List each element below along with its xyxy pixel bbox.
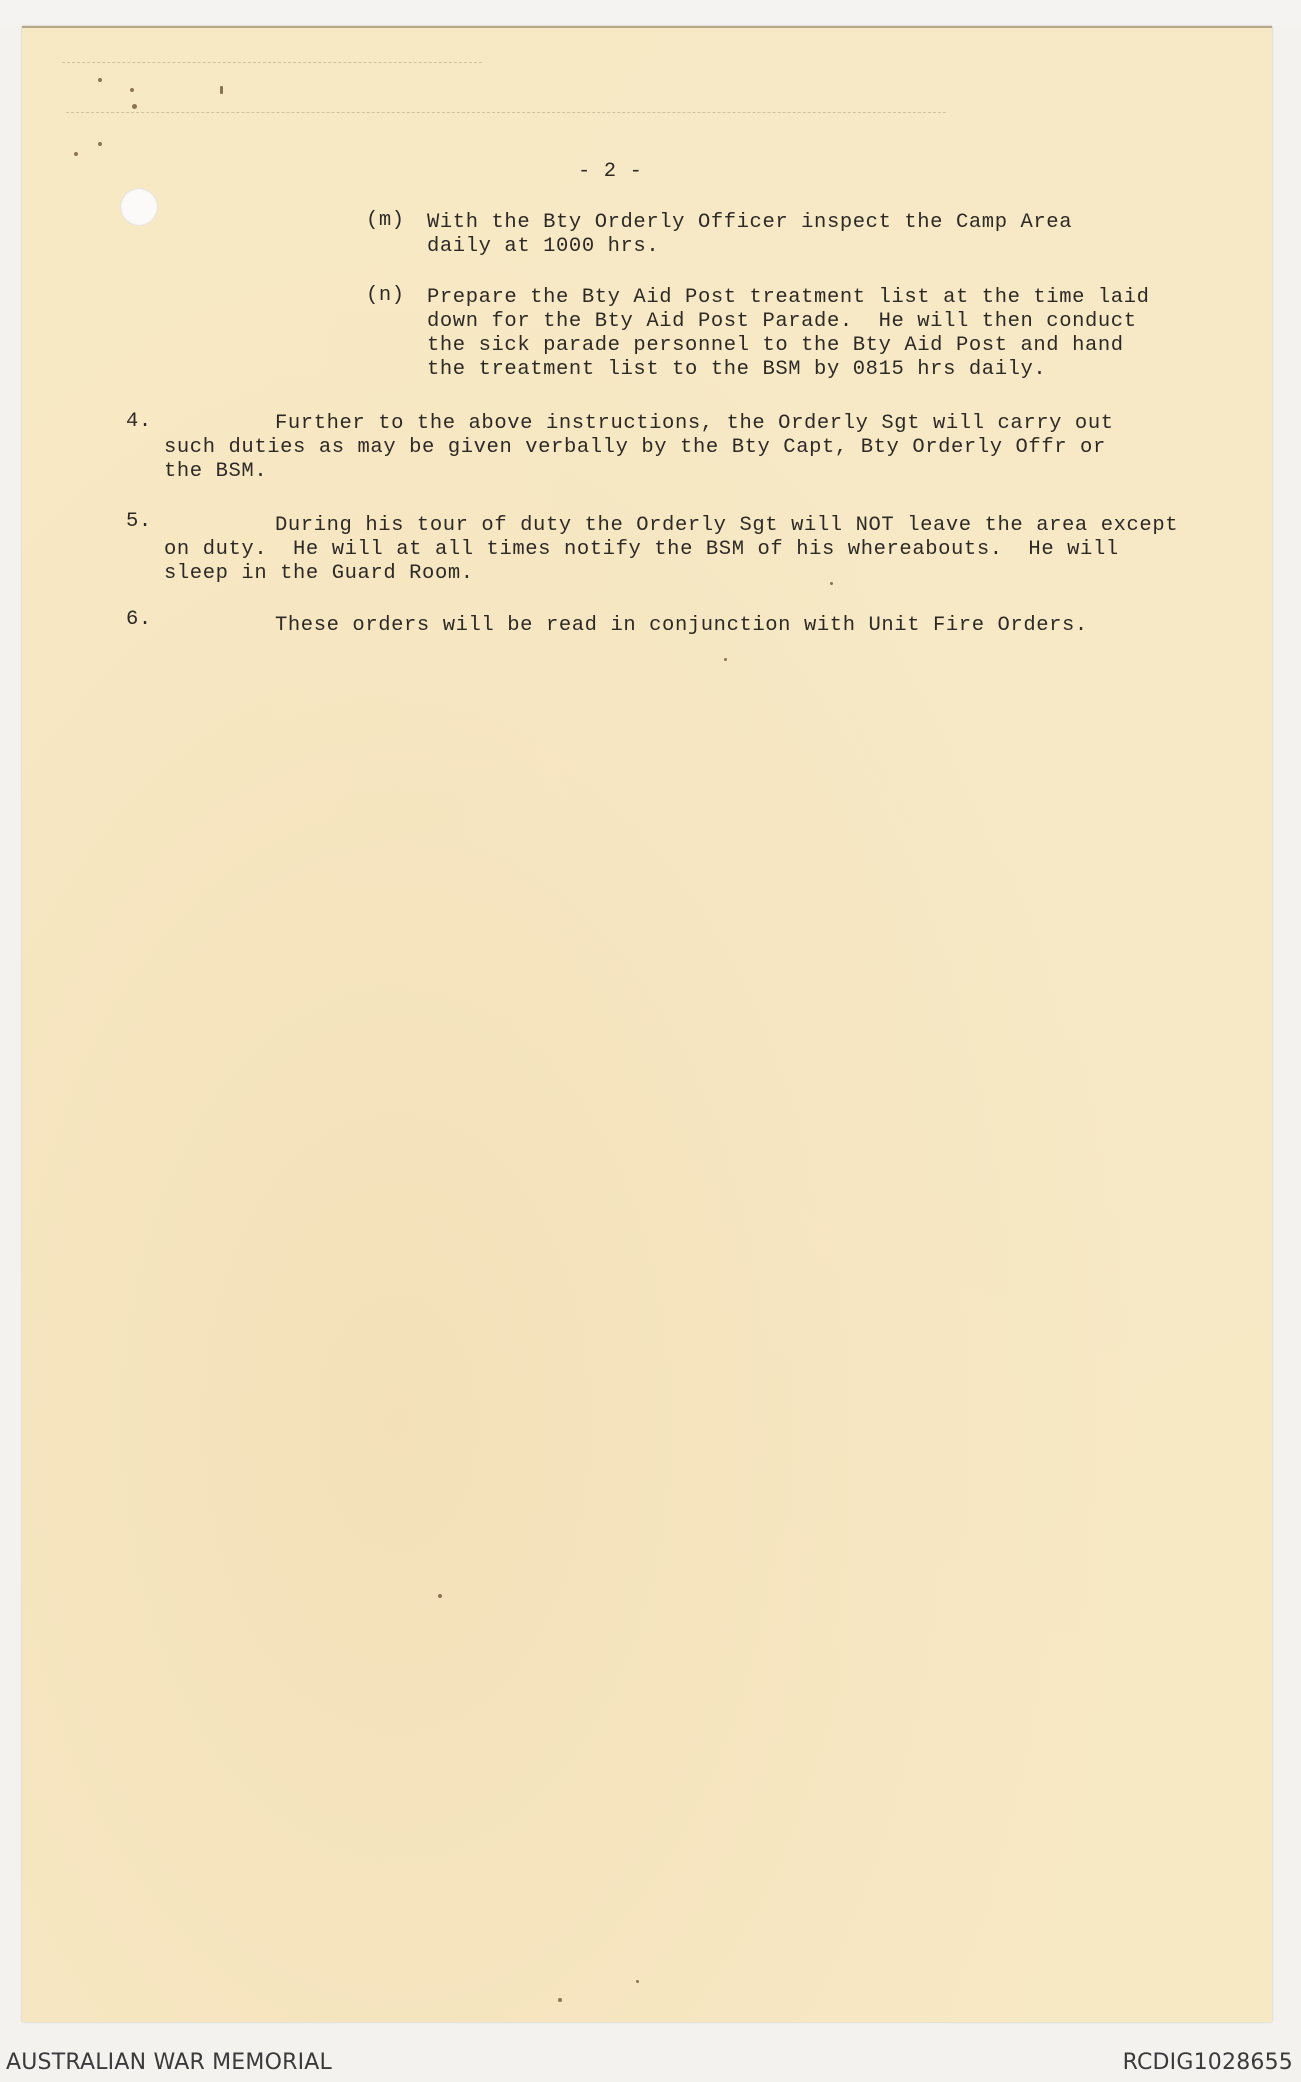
item-n-line-3: the sick parade personnel to the Bty Aid Post and hand: [427, 334, 1124, 357]
faint-mark: [66, 112, 946, 113]
paper-speck: [438, 1594, 442, 1598]
paper-speck: [98, 142, 102, 146]
paragraph-4-line-1: Further to the above instructions, the Orderly Sgt will carry out: [275, 412, 1114, 435]
paper-speck: [132, 104, 137, 109]
paragraph-5-line-1: During his tour of duty the Orderly Sgt will NOT leave the area except: [275, 514, 1179, 537]
scan-top-margin: [0, 0, 1301, 26]
item-m-line-2: daily at 1000 hrs.: [427, 235, 660, 258]
item-m-line-1: With the Bty Orderly Officer inspect the Camp Area: [427, 211, 1073, 234]
paragraph-4-line-3: the BSM.: [164, 460, 268, 483]
paragraph-6-line-1: These orders will be read in conjunction with Unit Fire Orders.: [275, 614, 1088, 637]
paper-speck: [220, 86, 223, 94]
paper-speck: [724, 658, 727, 661]
paragraph-4-number: 4.: [126, 410, 152, 433]
paper-speck: [130, 88, 134, 92]
item-n-line-2: down for the Bty Aid Post Parade. He will then conduct: [427, 310, 1137, 333]
faint-mark: [62, 62, 482, 63]
paper-speck: [558, 1998, 562, 2002]
archive-footer-institution: AUSTRALIAN WAR MEMORIAL: [6, 2050, 332, 2075]
paragraph-6-number: 6.: [126, 608, 152, 631]
paper-speck: [636, 1980, 639, 1983]
paragraph-5-number: 5.: [126, 510, 152, 533]
item-n-line-4: the treatment list to the BSM by 0815 hrs daily.: [427, 358, 1047, 381]
item-marker-n: (n): [366, 284, 405, 307]
item-marker-m: (m): [366, 209, 405, 232]
paragraph-5-line-2: on duty. He will at all times notify the BSM of his whereabouts. He will: [164, 538, 1119, 561]
item-n-line-1: Prepare the Bty Aid Post treatment list at the time laid: [427, 286, 1150, 309]
paper-speck: [98, 78, 102, 82]
paragraph-5-line-3: sleep in the Guard Room.: [164, 562, 474, 585]
paper-speck: [830, 582, 833, 585]
archive-footer-id: RCDIG1028655: [1122, 2050, 1293, 2075]
punch-hole: [120, 188, 158, 226]
paragraph-4-line-2: such duties as may be given verbally by the Bty Capt, Bty Orderly Offr or: [164, 436, 1106, 459]
paper-speck: [74, 152, 78, 156]
page-number: - 2 -: [578, 160, 643, 183]
